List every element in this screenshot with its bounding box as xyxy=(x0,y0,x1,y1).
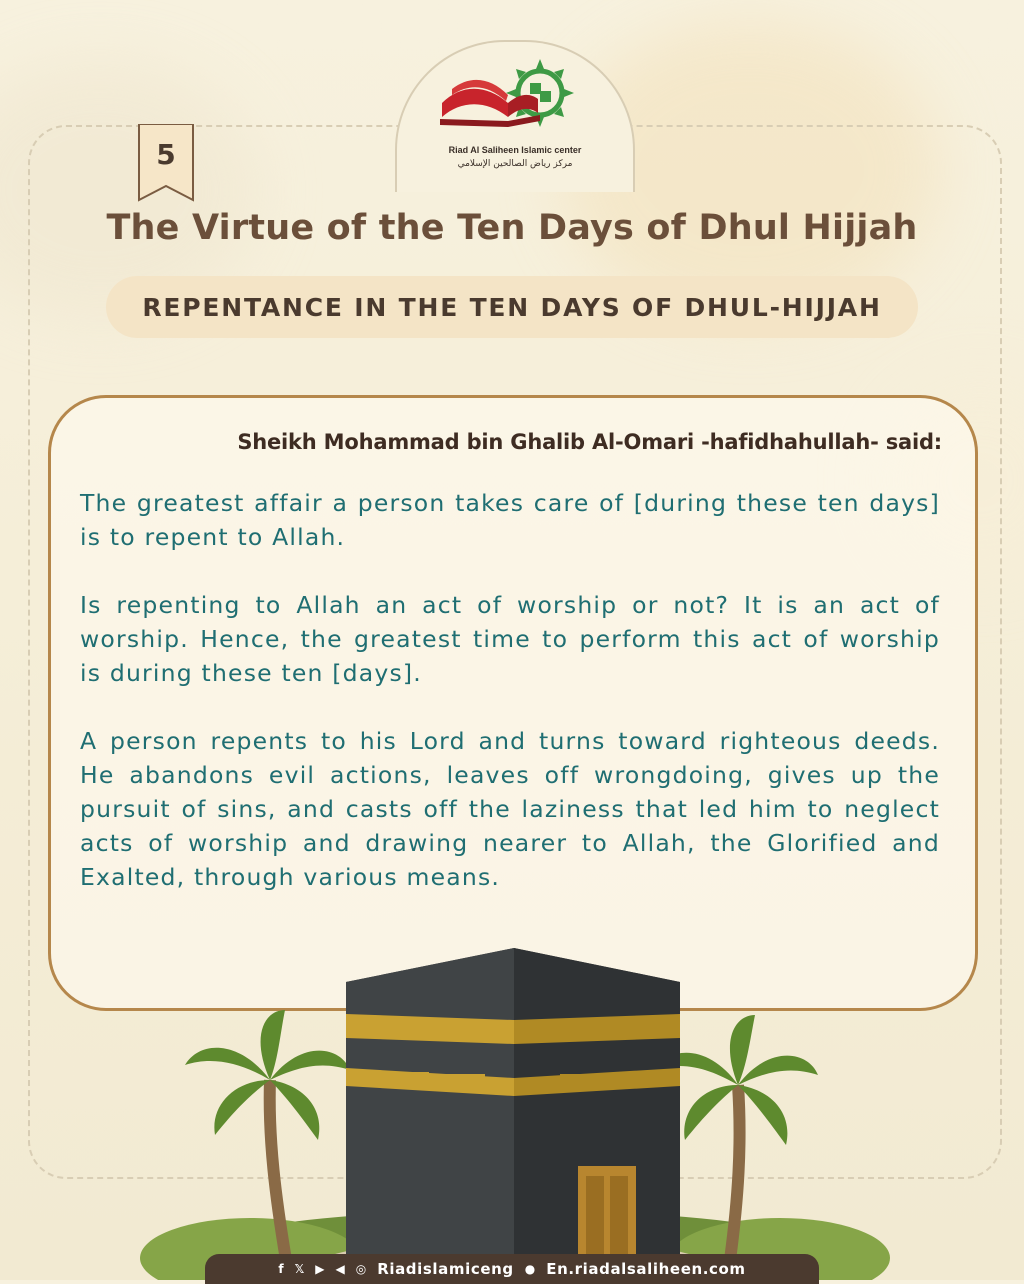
kaaba-scene xyxy=(0,940,1024,1280)
attribution: Sheikh Mohammad bin Ghalib Al-Omari -hafidhahullah- said: xyxy=(237,430,942,454)
subtitle-pill xyxy=(106,276,918,338)
subtitle: REPENTANCE IN THE TEN DAYS OF DHUL-HIJJAH xyxy=(142,292,882,322)
kaaba-illustration xyxy=(0,940,1024,1280)
number-badge xyxy=(137,124,195,202)
logo-name: Riad Al Saliheen Islamic center xyxy=(448,145,582,155)
kaaba-icon xyxy=(346,948,680,1270)
website-link[interactable]: En.riadalsaliheen.com xyxy=(546,1260,746,1278)
facebook-icon[interactable]: f xyxy=(278,1262,284,1276)
center-logo xyxy=(430,55,600,175)
paragraph-2: Is repenting to Allah an act of worship or not? It is an act of worship. Hence, the greatest time to perform this act of worship is during these ten [days]. xyxy=(80,591,940,687)
paragraph-1: The greatest affair a person takes care of [during these ten days] is to repent to Allah. xyxy=(80,489,940,551)
badge-number: 5 xyxy=(156,138,176,171)
paragraph-3: A person repents to his Lord and turns toward righteous deeds. He abandons evil actions, leaves off wrongdoing, gives up the pursuit of sins, and casts off the laziness that led him to neglect acts of worship and drawing nearer to Allah, the Glorified and Exalted, through various means. xyxy=(80,727,940,891)
globe-icon: ● xyxy=(524,1262,536,1276)
telegram-icon[interactable]: ◀ xyxy=(335,1262,345,1276)
logo-arabic-name: مركز رياض الصالحين الإسلامي xyxy=(457,159,573,169)
instagram-icon[interactable]: ◎ xyxy=(355,1262,367,1276)
youtube-icon[interactable]: ▶ xyxy=(315,1262,325,1276)
x-icon[interactable]: 𝕏 xyxy=(294,1262,305,1276)
page-title: The Virtue of the Ten Days of Dhul Hijjah xyxy=(106,208,918,248)
social-handle[interactable]: Riadislamiceng xyxy=(377,1260,514,1278)
logo-book-sun-icon xyxy=(430,55,600,145)
